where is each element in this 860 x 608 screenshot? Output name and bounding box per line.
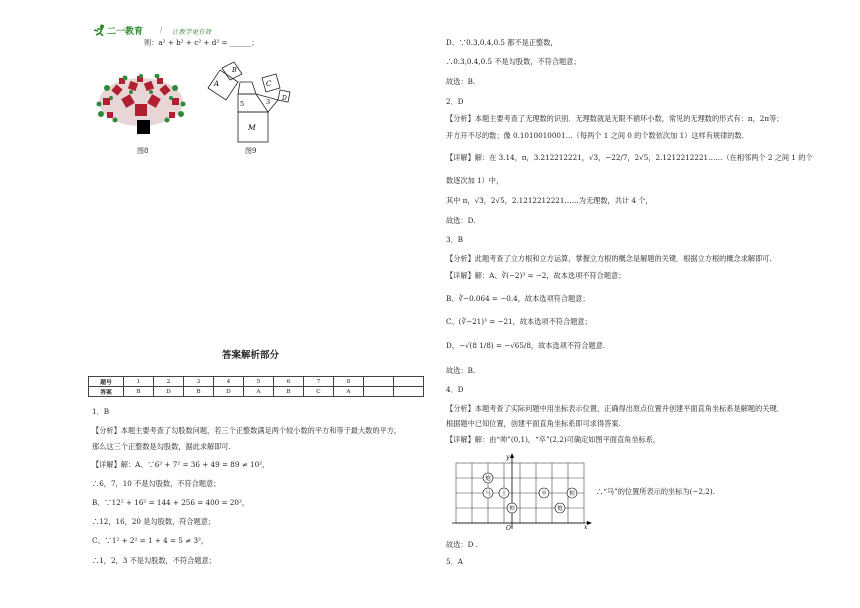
origin-label: O <box>506 525 511 531</box>
text-line: 根据题中已知位置，创建平面直角坐标系即可求得答案. <box>446 419 621 428</box>
figure-8-label: 图8 <box>137 147 149 155</box>
table-cell: B <box>184 387 214 397</box>
figure-9-squares-diagram <box>200 60 300 146</box>
header-separator: / <box>160 26 163 34</box>
table-row <box>89 377 424 387</box>
label-M: M <box>248 123 256 132</box>
table-cell: 7 <box>304 377 334 387</box>
text-line: 【详解】解：由“帅”(0,1)，“卒”(2,2)可确定如图平面直角坐标系， <box>446 435 661 444</box>
text-line: 【详解】解：A、∵6² + 7² = 36 + 49 = 89 ≠ 10²， <box>92 460 270 469</box>
label-C: C <box>266 80 272 88</box>
table-cell: 1 <box>124 377 154 387</box>
label-3: 3 <box>266 98 271 106</box>
text-line: ∴12，16，20 是勾股数，符合题意； <box>92 517 216 526</box>
x-axis-label: x <box>584 524 588 531</box>
table-cell: B <box>124 387 154 397</box>
text-line: 【分析】本题主要考查了勾股数问题，若三个正整数满足两个较小数的平方和等于最大数的平方， <box>92 426 402 435</box>
text-line: ∴0.3,0.4,0.5 不是勾股数，不符合题意； <box>446 57 581 66</box>
svg-text:炮: 炮 <box>557 506 563 512</box>
chess-piece-shi <box>499 488 509 498</box>
chess-piece-pao <box>483 473 493 483</box>
formula-prefix: 则： <box>144 38 159 47</box>
text-line: 其中 π，√3，2√5，2.1212212221……为无理数，共计 4 个， <box>446 196 653 205</box>
text-line: C、∵1² + 2² = 1 + 4 = 5 ≠ 3²， <box>92 536 209 545</box>
svg-text:帅: 帅 <box>509 506 515 512</box>
chess-piece-xiang <box>567 488 577 498</box>
text-line: 【分析】本题主要考查了无理数的识别．无理数就是无限不循环小数，常见的无理数的形式有：π，2π等； <box>446 114 784 123</box>
text-line: 那么这三个正整数是勾股数，据此求解即可. <box>92 442 231 451</box>
text-line: 【详解】解：在 3.14，π，3.212212221，√3，−22/7，2√5，2.1212212221……（在相邻两个 2 之间 1 的个 <box>446 153 813 162</box>
formula: a² + b² + c² + d² = ______； <box>158 38 259 47</box>
text-line: 4．D <box>446 385 464 394</box>
table-cell: 5 <box>244 377 274 387</box>
text-line: D、∵0.3,0.4,0.5 都不是正整数， <box>446 38 558 47</box>
tree-trunk-square <box>137 120 150 134</box>
table-cell: A <box>244 387 274 397</box>
formula-line <box>144 38 259 48</box>
text-line: ∴6，7，10 不是勾股数，不符合题意； <box>92 479 221 488</box>
figure-8-pythagoras-tree <box>95 74 187 140</box>
text-line: 开方开不尽的数；像 0.1010010001…（每两个 1 之间 0 的个数依次加 1）这样有规律的数. <box>446 131 744 140</box>
y-axis-label: y <box>506 454 510 461</box>
label-B: B <box>232 66 237 74</box>
text-line: 故选：B. <box>446 77 476 86</box>
text-line: 【分析】本题考查了实际问题中用坐标表示位置，正确得出原点位置并创建平面直角坐标系是解题的关键． <box>446 404 784 413</box>
text-line: 数逐次加 1）中， <box>446 176 504 185</box>
table-header-cell: 题号 <box>89 377 124 387</box>
chess-coordinate-diagram <box>452 453 592 531</box>
text-line: 故选：D. <box>446 216 476 225</box>
logo <box>93 24 107 38</box>
text-line: C、(∛−21)³ = −21，故本选项不符合题意； <box>446 317 592 326</box>
chess-piece-zu <box>539 488 549 498</box>
table-cell <box>394 387 424 397</box>
runner-icon <box>93 24 107 36</box>
text-line: D、−√(8 1/8) = −√65/8，故本选项不符合题意. <box>446 341 606 350</box>
chess-piece-pao-2 <box>555 503 565 513</box>
text-line: 故选：B. <box>446 366 476 375</box>
chess-piece-shuai <box>507 503 517 513</box>
table-cell: A <box>334 387 364 397</box>
label-5: 5 <box>240 100 245 108</box>
text-line: 3．B <box>446 235 464 244</box>
table-cell: 8 <box>334 377 364 387</box>
svg-text:卒: 卒 <box>541 491 547 497</box>
chess-piece-ma <box>483 488 493 498</box>
section-title: 答案解析部分 <box>222 350 280 361</box>
text-line: ∴“马”的位置所表示的坐标为(−2,2). <box>596 487 715 496</box>
svg-text:相: 相 <box>569 491 575 497</box>
table-cell: B <box>274 387 304 397</box>
table-cell <box>394 377 424 387</box>
table-cell: D <box>214 387 244 397</box>
text-line: ∴1，2，3 不是勾股数，不符合题意； <box>92 556 216 565</box>
svg-text:炮: 炮 <box>485 476 491 482</box>
text-line: B、∵12² + 16² = 144 + 256 = 400 = 20²， <box>92 498 250 507</box>
text-line: B、∛−0.064 = −0.4，故本选项符合题意； <box>446 294 590 303</box>
text-line: 5．A <box>446 557 463 566</box>
tree-canopy <box>97 74 186 126</box>
header-slogan: 让教学更有效 <box>172 28 211 36</box>
logo-text: 二一教育 <box>107 26 144 36</box>
figure-9-label: 图9 <box>245 147 257 155</box>
table-cell: 2 <box>154 377 184 387</box>
label-D: D <box>282 95 287 102</box>
svg-text:马: 马 <box>485 491 491 497</box>
text-line: 2．D <box>446 97 464 106</box>
svg-text:士: 士 <box>501 491 507 497</box>
table-cell: 6 <box>274 377 304 387</box>
table-cell <box>364 377 394 387</box>
answer-table <box>88 376 424 397</box>
table-row <box>89 387 424 397</box>
label-A: A <box>214 80 220 88</box>
text-line: 1．B <box>92 407 110 416</box>
text-line: 【分析】此题考查了立方根和立方运算，掌握立方根的概念是解题的关键．根据立方根的概念求解即可. <box>446 254 772 263</box>
table-cell <box>364 387 394 397</box>
table-cell: 3 <box>184 377 214 387</box>
table-cell: D <box>154 387 184 397</box>
table-cell: 4 <box>214 377 244 387</box>
table-cell: C <box>304 387 334 397</box>
text-line: 【详解】解：A、∛(−2)³ = −2，故本选项不符合题意； <box>446 271 626 280</box>
table-header-cell: 答案 <box>89 387 124 397</box>
text-line: 故选：D . <box>446 540 478 549</box>
